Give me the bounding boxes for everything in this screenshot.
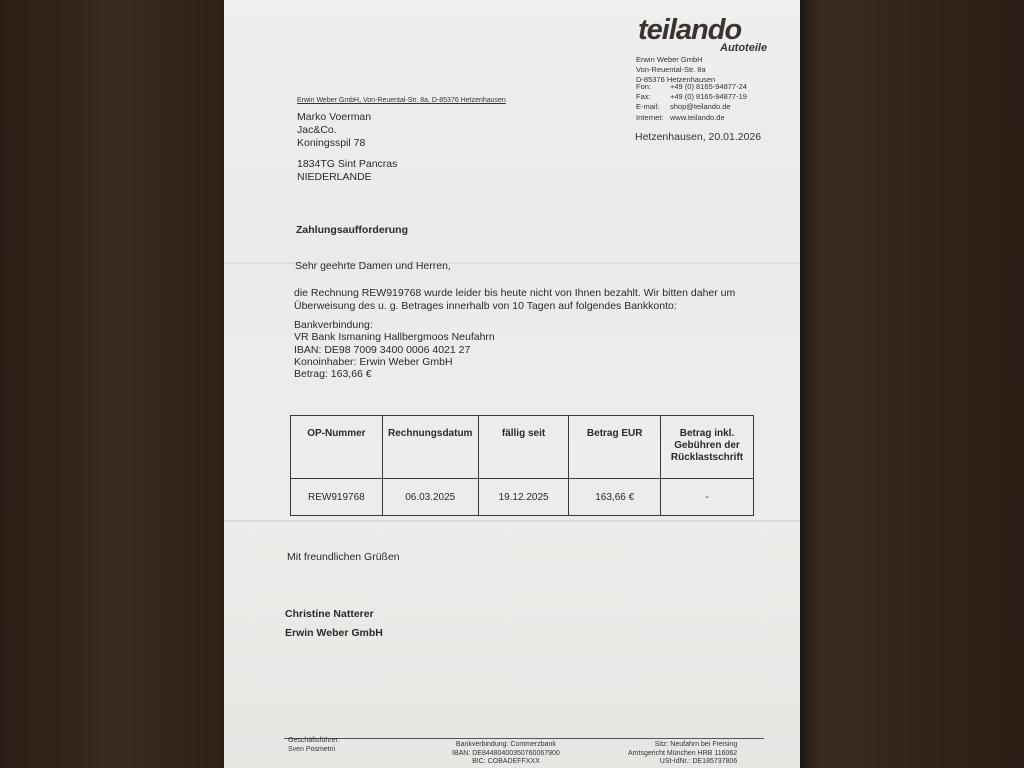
footer-bank	[452, 741, 560, 767]
contact-value: shop@teilando.de	[670, 102, 731, 112]
table-surface-right	[800, 0, 1024, 768]
column-header-op-number: OP-Nummer	[291, 416, 383, 479]
sender-contacts	[636, 82, 747, 123]
company-logo: teilando	[638, 14, 742, 46]
recipient-city: 1834TG Sint Pancras	[297, 158, 398, 170]
letter-salutation: Sehr geehrte Damen und Herren,	[295, 260, 451, 272]
column-header-amount: Betrag EUR	[569, 416, 661, 479]
bank-name: VR Bank Ismaning Hallbergmoos Neufahrn	[294, 331, 495, 344]
contact-value: +49 (0) 8165-94877-24	[670, 82, 747, 91]
cell-amount: 163,66 €	[569, 479, 661, 516]
contact-row	[636, 92, 747, 102]
contact-value: +49 (0) 8165-94877-19	[670, 92, 747, 102]
cell-amount-with-fees: -	[661, 479, 754, 516]
bank-heading: Bankverbindung:	[294, 319, 373, 331]
signatory-name: Christine Natterer	[285, 608, 374, 620]
column-header-due-since: fällig seit	[478, 416, 569, 479]
invoice-table-wrapper	[290, 415, 754, 516]
footer-management	[288, 736, 340, 754]
letter-page	[224, 0, 800, 768]
contact-row	[636, 113, 747, 123]
footer-registry	[628, 741, 737, 767]
recipient-country: NIEDERLANDE	[297, 171, 372, 183]
company-logo-subtitle: Autoteile	[720, 42, 768, 54]
contact-row	[636, 102, 747, 112]
contact-row	[636, 82, 747, 92]
body-line: die Rechnung REW919768 wurde leider bis heute nicht von Ihnen bezahlt. Wir bitten daher um	[294, 287, 736, 299]
cell-due-since: 19.12.2025	[478, 479, 569, 516]
footer-registry-line: Sitz: Neufahrn bei Freising	[654, 741, 738, 748]
body-line: Überweisung des u. g. Betrages innerhalb von 10 Tagen auf folgendes Bankkonto:	[294, 299, 677, 312]
sender-street: Von-Reuental-Str. 8a	[636, 65, 706, 75]
table-header-row	[291, 416, 754, 479]
footer-bank-line: BIC: COBADEFFXXX	[472, 758, 540, 765]
footer-registry-line: Amtsgericht München HRB 116062	[628, 749, 738, 757]
letter-date: Hetzenhausen, 20.01.2026	[635, 131, 762, 143]
table-row	[291, 479, 754, 516]
bank-holder: Konoinhaber: Erwin Weber GmbH	[294, 355, 453, 368]
recipient-address	[297, 111, 371, 150]
signatory-company: Erwin Weber GmbH	[285, 627, 383, 639]
contact-label: Fax:	[636, 92, 651, 102]
footer-management-name: Sven Posmetni	[288, 746, 336, 753]
invoice-table	[290, 415, 754, 516]
letter-closing: Mit freundlichen Grüßen	[287, 551, 400, 563]
bank-amount: Betrag: 163,66 €	[294, 368, 372, 381]
contact-label: E-mail:	[636, 102, 660, 112]
bank-iban: IBAN: DE98 7009 3400 0006 4021 27	[294, 343, 471, 356]
contact-label: Internet:	[636, 112, 664, 122]
cell-op-number: REW919768	[291, 479, 383, 516]
footer-divider	[284, 738, 764, 739]
footer-bank-line: Bankverbindung: Commerzbank	[455, 741, 556, 748]
recipient-company: Jac&Co.	[297, 124, 337, 136]
recipient-city-block	[297, 158, 397, 184]
sender-company: Erwin Weber GmbH	[636, 55, 703, 64]
sender-city: D-85376 Hetzenhausen	[636, 75, 716, 85]
contact-label: Fon:	[636, 82, 652, 91]
contact-value: www.teilando.de	[670, 112, 725, 122]
footer-bank-line: IBAN: DE84480400350760067900	[452, 749, 560, 757]
column-header-amount-with-fees: Betrag inkl. Gebühren der Rücklastschrift	[661, 416, 754, 479]
letter-subject: Zahlungsaufforderung	[296, 224, 408, 236]
cell-invoice-date: 06.03.2025	[382, 479, 478, 516]
bank-details	[294, 319, 495, 380]
footer-management-label: Geschäftsführer:	[288, 737, 340, 744]
recipient-street: Koningsspil 78	[297, 137, 366, 149]
column-header-invoice-date: Rechnungsdatum	[382, 416, 478, 479]
paper-fold	[224, 520, 800, 522]
letter-body	[294, 287, 735, 312]
footer-registry-line: USt-IdNr.: DE185737806	[659, 758, 738, 765]
recipient-name: Marko Voerman	[297, 111, 372, 123]
return-address-line: Erwin Weber GmbH, Von-Reuental-Str. 8a, D-85376 Hetzenhausen	[297, 97, 506, 104]
